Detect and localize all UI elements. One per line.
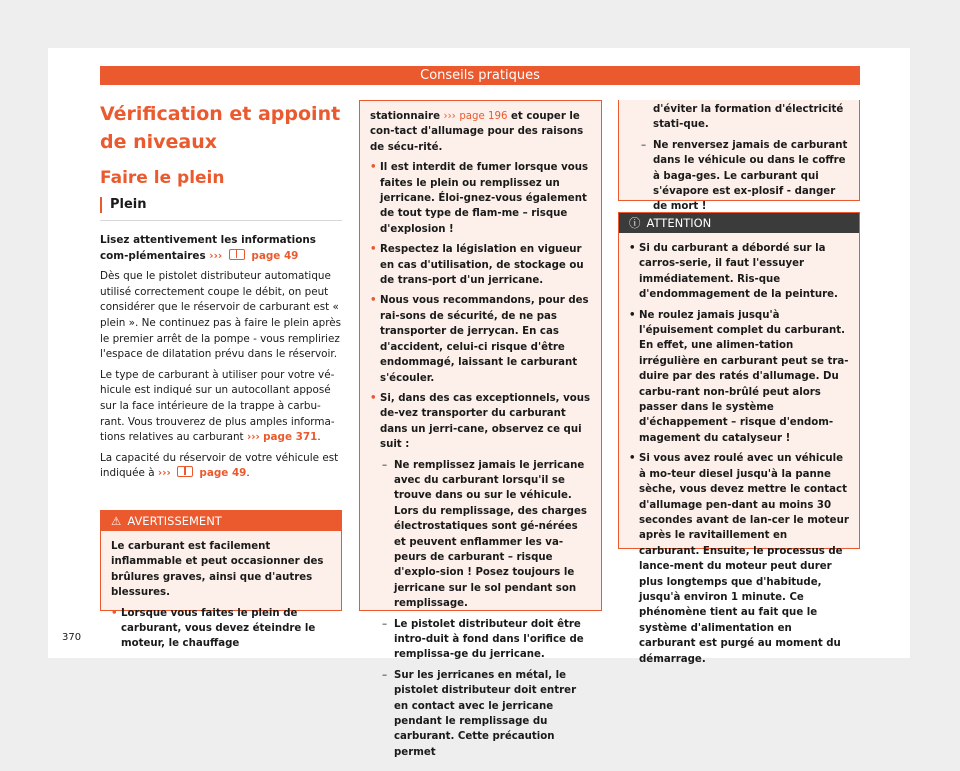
attention-header: [619, 213, 859, 233]
warning-dash-continued: d'éviter la formation d'électricité stati-que.: [653, 104, 844, 131]
sub-title: Faire le plein: [100, 168, 225, 188]
continued-text-post: et couper le con-tact d'allumage pour des raisons de sécu-rité.: [370, 111, 584, 153]
main-title: Vérification et appoint de niveaux: [100, 103, 341, 153]
warning-bullet: • Nous vous recommandons, pour des rai-sons de sécurité, de ne pas transporter de jerrycan. En cas d'accident, celui-ci risque d'être endommagé, laissant le carburant s'écouler.: [370, 293, 591, 385]
warning-triangle-icon: ⚠: [111, 514, 122, 528]
reference-arrow[interactable]: ›››: [246, 431, 260, 444]
page-reference-link[interactable]: page 196: [459, 111, 508, 122]
attention-bullet: • Si du carburant a débordé sur la carros-serie, il faut l'essuyer immédiatement. Ris-que d'endommagement de la peinture.: [629, 241, 849, 303]
paragraph-fuel-type: Le type de carburant à utiliser pour votre vé-hicule est indiqué sur un autocollant apposé sur la face intérieure de la trappe à carbu-rant. Vous trouverez de plus amples informa-tions relatives au carburant ››› page 371.: [100, 368, 335, 444]
warning-title: AVERTISSEMENT: [127, 514, 222, 528]
warning-continued-paragraph: [370, 109, 591, 155]
page-reference-link[interactable]: page 371: [263, 431, 318, 444]
book-icon: [177, 466, 193, 477]
fuel-type-text: Le type de carburant à utiliser pour votre vé-hicule est indiqué sur un autocollant apposé sur la face intérieure de la trappe à carbu-rant. Vous trouverez de plus amples informa-tions relatives au carburant: [100, 368, 335, 444]
warning-body-continued-2: [619, 100, 859, 226]
attention-body: [619, 233, 859, 678]
page-reference-link[interactable]: page 49: [199, 467, 247, 480]
warning-body-continued: [360, 101, 601, 771]
reference-arrow[interactable]: ›››: [443, 111, 456, 122]
warning-dash-item: – Ne renversez jamais de carburant dans le véhicule ou dans le coffre à baga-ges. Le carburant qui s'évapore est ex-plosif - danger de mort !: [629, 138, 849, 215]
warning-bullet: • Si, dans des cas exceptionnels, vous de-vez transporter du carburant dans un jerri-cane, observez ce qui suit :: [370, 391, 591, 453]
attention-bullet: • Ne roulez jamais jusqu'à l'épuisement complet du carburant. En effet, une alimen-tation irrégulière en carburant peut se tra-duire par des ratés d'allumage. Du carbu-rant non-brûlé peut alors passer dans le système d'échappement – risque d'endom-magement du catalyseur !: [629, 308, 849, 447]
warning-box: [100, 510, 342, 650]
page-reference-link[interactable]: page 49: [251, 249, 299, 262]
warning-box-continued-2: [618, 100, 860, 213]
reference-arrow[interactable]: ›››: [209, 249, 223, 262]
warning-bullet: • Respectez la législation en vigueur en cas d'utilisation, de stockage ou de trans-port d'un jerricane.: [370, 242, 591, 288]
warning-dash-item: – Sur les jerricanes en métal, le pistolet distributeur doit entrer en contact avec le jerricane pendant le remplissage du carburant. Cette précaution permet: [370, 668, 591, 760]
warning-dash-item: – Ne remplissez jamais le jerricane avec du carburant lorsqu'il se trouve dans ou sur le véhicule. Lors du remplissage, des charges électrostatiques sont gé-nérées et peuvent enflammer les va-peurs de carburant – risque d'explo-sion ! Posez toujours le jerricane sur le sol pendant son remplissage.: [370, 458, 591, 612]
warning-body: [101, 531, 341, 663]
section-heading-text: Plein: [110, 197, 147, 212]
reference-arrow[interactable]: ›››: [157, 467, 171, 480]
section-heading: [100, 196, 342, 221]
paragraph-pistolet: Dès que le pistolet distributeur automatique utilisé correctement coupe le débit, on peut considérer que le réservoir de carburant est « plein ». Ne continuez pas à faire le plein après le premier arrêt de la pompe - vous rempliriez l'espace de dilatation prévu dans le réservoir.: [100, 270, 342, 361]
intro-paragraph: [100, 233, 342, 264]
capacity-text: La capacité du réservoir de votre véhicule est indiquée à: [100, 451, 339, 480]
attention-bullet: • Si vous avez roulé avec un véhicule à mo-teur diesel jusqu'à la panne sèche, vous devez mettre le contact d'allumage pen-dant au moins 30 secondes avant de lan-cer le moteur après le ravitaillement en carburant. Ensuite, le processus de lance-ment du moteur peut durer plus longtemps que d'habitude, jusqu'à environ 1 minute. Ce phénomène tient au fait que le système d'alimentation en carburant est purgé au moment du démarrage.: [629, 451, 849, 667]
warning-bullet: • Lorsque vous faites le plein de carburant, vous devez éteindre le moteur, le chauffage: [111, 606, 331, 652]
continued-text: stationnaire: [370, 111, 440, 122]
warning-bullet: • Il est interdit de fumer lorsque vous faites le plein ou remplissez un jerricane. Éloi-gnez-vous également de tout type de flam-me – risque d'explosion !: [370, 160, 591, 237]
warning-dash-item: – Le pistolet distributeur doit être intro-duit à fond dans l'orifice de remplissa-ge du jerricane.: [370, 617, 591, 663]
intro-text: Lisez attentivement les informations com-plémentaires: [100, 234, 316, 262]
warning-box-continued: [359, 100, 602, 758]
section-marker: [100, 197, 102, 213]
warning-intro: Le carburant est facilement inflammable et peut occasionner des brûlures graves, ainsi que d'autres blessures.: [111, 541, 324, 599]
chapter-header: Conseils pratiques: [100, 66, 860, 85]
paragraph-capacity: La capacité du réservoir de votre véhicule est indiquée à ››› page 49.: [100, 451, 339, 480]
info-circle-icon: ⓘ: [629, 216, 641, 230]
warning-header: [101, 511, 341, 531]
attention-box: [618, 212, 860, 665]
book-icon: [229, 249, 245, 260]
attention-title: ATTENTION: [646, 216, 712, 230]
column-left: [100, 100, 342, 487]
page-number: 370: [62, 632, 82, 643]
